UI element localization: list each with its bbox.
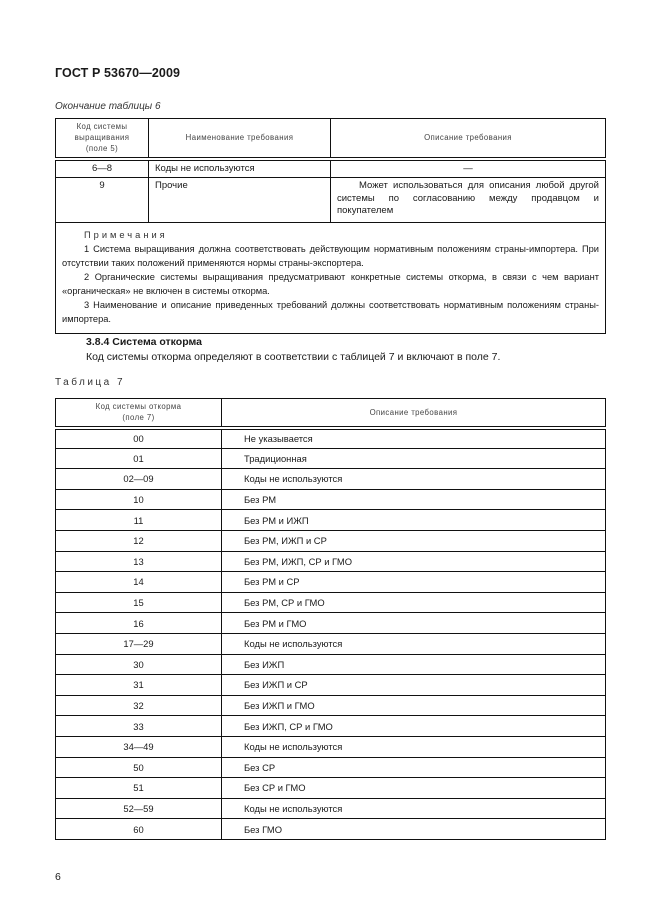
- table6-header-name: Наименование требования: [149, 119, 331, 159]
- row-description: —: [331, 159, 606, 178]
- table6-continuation-label: Окончание таблицы 6: [55, 101, 161, 112]
- table-row: [56, 428, 606, 449]
- table6-header-row: [56, 119, 606, 159]
- table-row: [56, 592, 606, 613]
- table-row: [56, 448, 606, 469]
- note-item: 2 Органические системы выращивания предусматривают конкретные системы откорма, в связи с чем вариант «органическая» не включен в системы откорма.: [62, 272, 599, 296]
- row-description: Коды не используются: [222, 633, 606, 654]
- table-row: [56, 654, 606, 675]
- row-code: 34—49: [56, 736, 222, 757]
- row-code: 51: [56, 778, 222, 799]
- row-description: Не указывается: [222, 428, 606, 449]
- table-row: [56, 736, 606, 757]
- row-code: 52—59: [56, 798, 222, 819]
- row-description: Без ИЖП, СР и ГМО: [222, 716, 606, 737]
- table-row: [56, 798, 606, 819]
- table-6: [55, 118, 606, 334]
- table7-header-code: [56, 399, 222, 428]
- row-description: Коды не используются: [222, 798, 606, 819]
- document-header: ГОСТ Р 53670—2009: [55, 66, 181, 80]
- row-description: Без РМ: [222, 489, 606, 510]
- table7-header-row: [56, 399, 606, 428]
- row-description: Без РМ, ИЖП и СР: [222, 530, 606, 551]
- row-code: 32: [56, 695, 222, 716]
- row-description: [331, 178, 606, 223]
- row-description: Без СР и ГМО: [222, 778, 606, 799]
- section-paragraph: Код системы откорма определяют в соответствии с таблицей 7 и включают в поле 7.: [86, 351, 501, 363]
- table7-label: Таблица 7: [55, 377, 126, 388]
- table-row: [56, 613, 606, 634]
- row-description: Коды не используются: [222, 469, 606, 490]
- header-line: (поле 5): [85, 144, 119, 154]
- row-description: Без РМ и СР: [222, 572, 606, 593]
- table6-header-description: Описание требования: [331, 119, 606, 159]
- row-code: 16: [56, 613, 222, 634]
- row-code: 12: [56, 530, 222, 551]
- table-row: [56, 757, 606, 778]
- page-number: 6: [55, 871, 61, 883]
- row-name: Коды не используются: [149, 159, 331, 178]
- row-description: Без РМ, СР и ГМО: [222, 592, 606, 613]
- row-code: 10: [56, 489, 222, 510]
- row-description: Без РМ, ИЖП, СР и ГМО: [222, 551, 606, 572]
- row-code: 02—09: [56, 469, 222, 490]
- row-description: Без СР: [222, 757, 606, 778]
- row-code: 30: [56, 654, 222, 675]
- note-item: 1 Система выращивания должна соответствовать действующим нормативным положениям страны-импортера. При отсутствии таких положений применяются нормы страны-экспортера.: [62, 244, 599, 268]
- row-description: Без ИЖП и ГМО: [222, 695, 606, 716]
- table-row: [56, 159, 606, 178]
- note-item: 3 Наименование и описание приведенных требований должны соответствовать нормативным положениям страны-импортера.: [62, 300, 599, 324]
- row-code: 9: [56, 178, 149, 223]
- row-code: 17—29: [56, 633, 222, 654]
- row-code: 11: [56, 510, 222, 531]
- table-row: [56, 695, 606, 716]
- notes-title: Примечания: [84, 230, 168, 240]
- row-code: 33: [56, 716, 222, 737]
- header-line: Код системы откорма: [95, 402, 182, 412]
- header-line: выращивания: [74, 133, 130, 143]
- row-description: Без ИЖП и СР: [222, 675, 606, 696]
- row-code: 15: [56, 592, 222, 613]
- table6-notes-row: [56, 223, 606, 334]
- header-line: Код системы: [76, 122, 128, 132]
- table-row: [56, 633, 606, 654]
- table-row: [56, 489, 606, 510]
- table-row: [56, 778, 606, 799]
- row-name: Прочие: [149, 178, 331, 223]
- row-description: Без РМ и ГМО: [222, 613, 606, 634]
- notes-cell: [56, 223, 606, 334]
- table-row: [56, 510, 606, 531]
- table-row: [56, 819, 606, 840]
- row-description: Без ГМО: [222, 819, 606, 840]
- row-description-text: Может использоваться для описания любой другой системы по согласованию между продавцом и покупателем: [337, 180, 599, 216]
- table-row: [56, 551, 606, 572]
- row-description: Коды не используются: [222, 736, 606, 757]
- table-row: [56, 178, 606, 223]
- row-code: 00: [56, 428, 222, 449]
- row-description: Без ИЖП: [222, 654, 606, 675]
- table-row: [56, 675, 606, 696]
- table6-header-code: [56, 119, 149, 159]
- table-row: [56, 530, 606, 551]
- table7-header-description: Описание требования: [222, 399, 606, 428]
- row-description: Традиционная: [222, 448, 606, 469]
- row-code: 14: [56, 572, 222, 593]
- section-title: 3.8.4 Система откорма: [86, 336, 202, 348]
- row-code: 01: [56, 448, 222, 469]
- row-code: 31: [56, 675, 222, 696]
- table-row: [56, 572, 606, 593]
- table-7: [55, 398, 606, 840]
- row-code: 6—8: [56, 159, 149, 178]
- header-line: (поле 7): [122, 413, 155, 423]
- row-code: 60: [56, 819, 222, 840]
- table-row: [56, 716, 606, 737]
- table-row: [56, 469, 606, 490]
- row-code: 50: [56, 757, 222, 778]
- row-description: Без РМ и ИЖП: [222, 510, 606, 531]
- row-code: 13: [56, 551, 222, 572]
